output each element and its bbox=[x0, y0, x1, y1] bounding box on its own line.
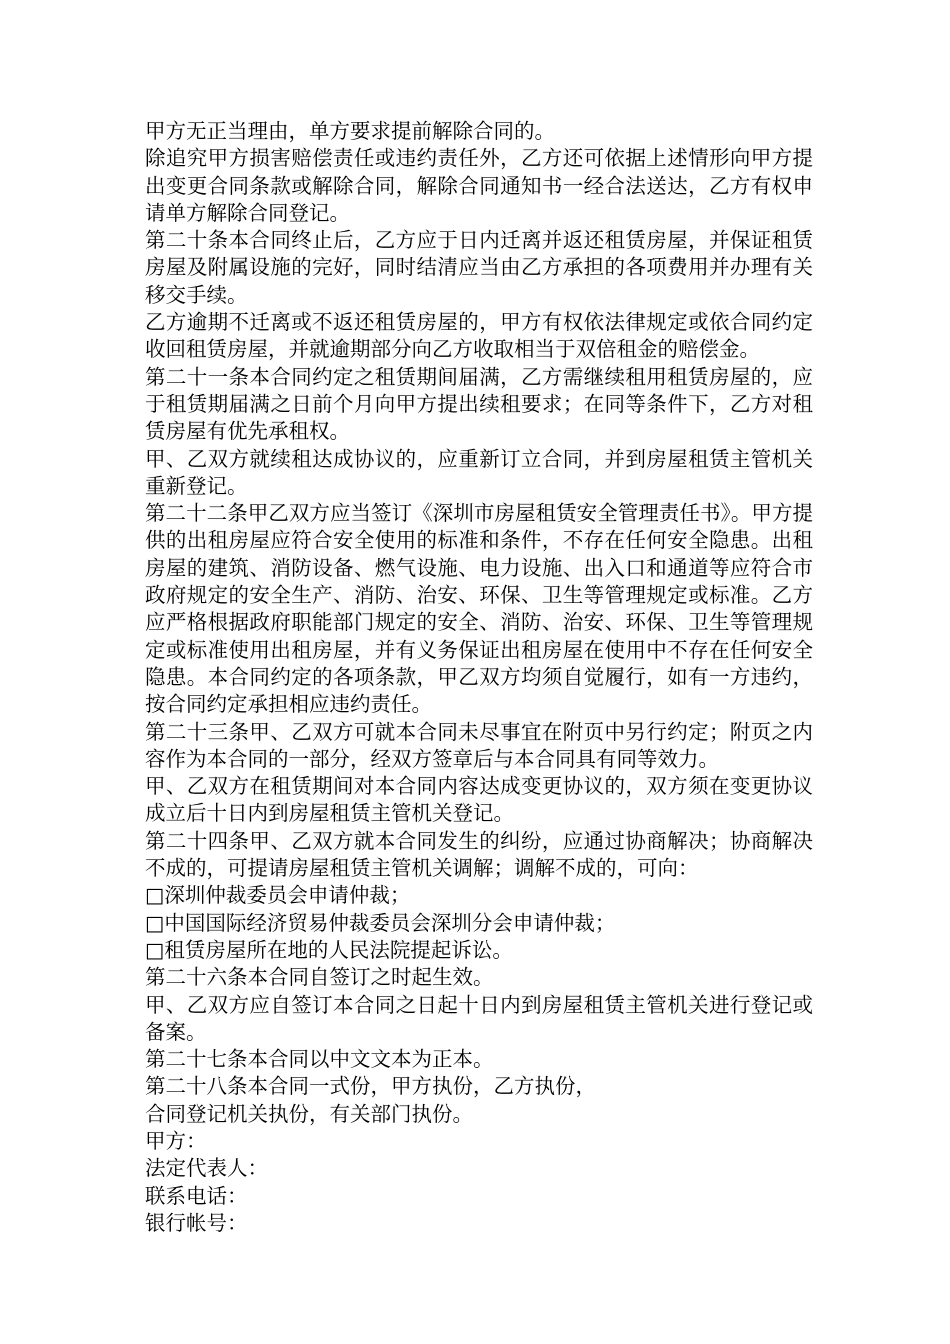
paragraph: 第二十七条本合同以中文文本为正本。 bbox=[145, 1047, 494, 1072]
paragraph: 甲方无正当理由，单方要求提前解除合同的。 bbox=[145, 119, 555, 143]
option-checkbox-line: □深圳仲裁委员会申请仲裁； bbox=[145, 883, 411, 908]
paragraph: 甲、乙双方应自签订本合同之日起十日内到房屋租赁主管机关进行登记或备案。 bbox=[145, 992, 813, 1044]
paragraph: 除追究甲方损害赔偿责任或违约责任外，乙方还可依据上述情形向甲方提出变更合同条款或解除合同，解除合同通知书一经合法送达，乙方有权申请单方解除合同登记。 bbox=[145, 146, 813, 225]
paragraph: 甲、乙双方在租赁期间对本合同内容达成变更协议的，双方须在变更协议成立后十日内到房屋租赁主管机关登记。 bbox=[145, 774, 813, 826]
paragraph: 第二十一条本合同约定之租赁期间届满，乙方需继续租用租赁房屋的，应于租赁期届满之日前个月向甲方提出续租要求；在同等条件下，乙方对租赁房屋有优先承租权。 bbox=[145, 364, 813, 444]
paragraph: 乙方逾期不迁离或不返还租赁房屋的，甲方有权依法律规定或依合同约定收回租赁房屋，并就逾期部分向乙方收取相当于双倍租金的赔偿金。 bbox=[145, 310, 813, 362]
paragraph: 第二十八条本合同一式份，甲方执份，乙方执份， bbox=[145, 1074, 596, 1099]
paragraph: 第二十三条甲、乙双方可就本合同未尽事宜在附页中另行约定；附页之内容作为本合同的一部分，经双方签章后与本合同具有同等效力。 bbox=[145, 719, 813, 771]
paragraph: 第二十六条本合同自签订之时起生效。 bbox=[145, 965, 494, 990]
paragraph: 第二十二条甲乙双方应当签订《深圳市房屋租赁安全管理责任书》。甲方提供的出租房屋应符合安全使用的标准和条件，不存在任何安全隐患。出租房屋的建筑、消防设备、燃气设施、电力设施、出入口和通道等应符合市政府规定的安全生产、消防、治安、环保、卫生等管理规定或标准。乙方应严格根据政府职能部门规定的安全、消防、治安、环保、卫生等管理规定或标准使用出租房屋，并有义务保证出租房屋在使用中不存在任何安全隐患。本合同约定的各项条款，甲乙双方均须自觉履行，如有一方违约，按合同约定承担相应违约责任。 bbox=[145, 501, 813, 717]
paragraph: 合同登记机关执份，有关部门执份。 bbox=[145, 1101, 473, 1126]
signature-field-bank-account: 银行帐号： bbox=[145, 1210, 248, 1235]
signature-field-party-a: 甲方： bbox=[145, 1128, 207, 1153]
paragraph: 第二十条本合同终止后，乙方应于日内迁离并返还租赁房屋，并保证租赁房屋及附属设施的完好，同时结清应当由乙方承担的各项费用并办理有关移交手续。 bbox=[145, 228, 813, 307]
paragraph: 甲、乙双方就续租达成协议的，应重新订立合同，并到房屋租赁主管机关重新登记。 bbox=[145, 446, 813, 498]
paragraph: 第二十四条甲、乙双方就本合同发生的纠纷，应通过协商解决；协商解决不成的，可提请房屋租赁主管机关调解；调解不成的，可向： bbox=[145, 828, 813, 881]
option-checkbox-line: □租赁房屋所在地的人民法院提起诉讼。 bbox=[145, 937, 513, 962]
signature-field-phone: 联系电话： bbox=[145, 1183, 248, 1208]
signature-field-legal-rep: 法定代表人： bbox=[145, 1156, 268, 1181]
option-checkbox-line: □中国国际经济贸易仲裁委员会深圳分会申请仲裁； bbox=[145, 910, 616, 935]
contract-text bbox=[145, 118, 813, 1237]
